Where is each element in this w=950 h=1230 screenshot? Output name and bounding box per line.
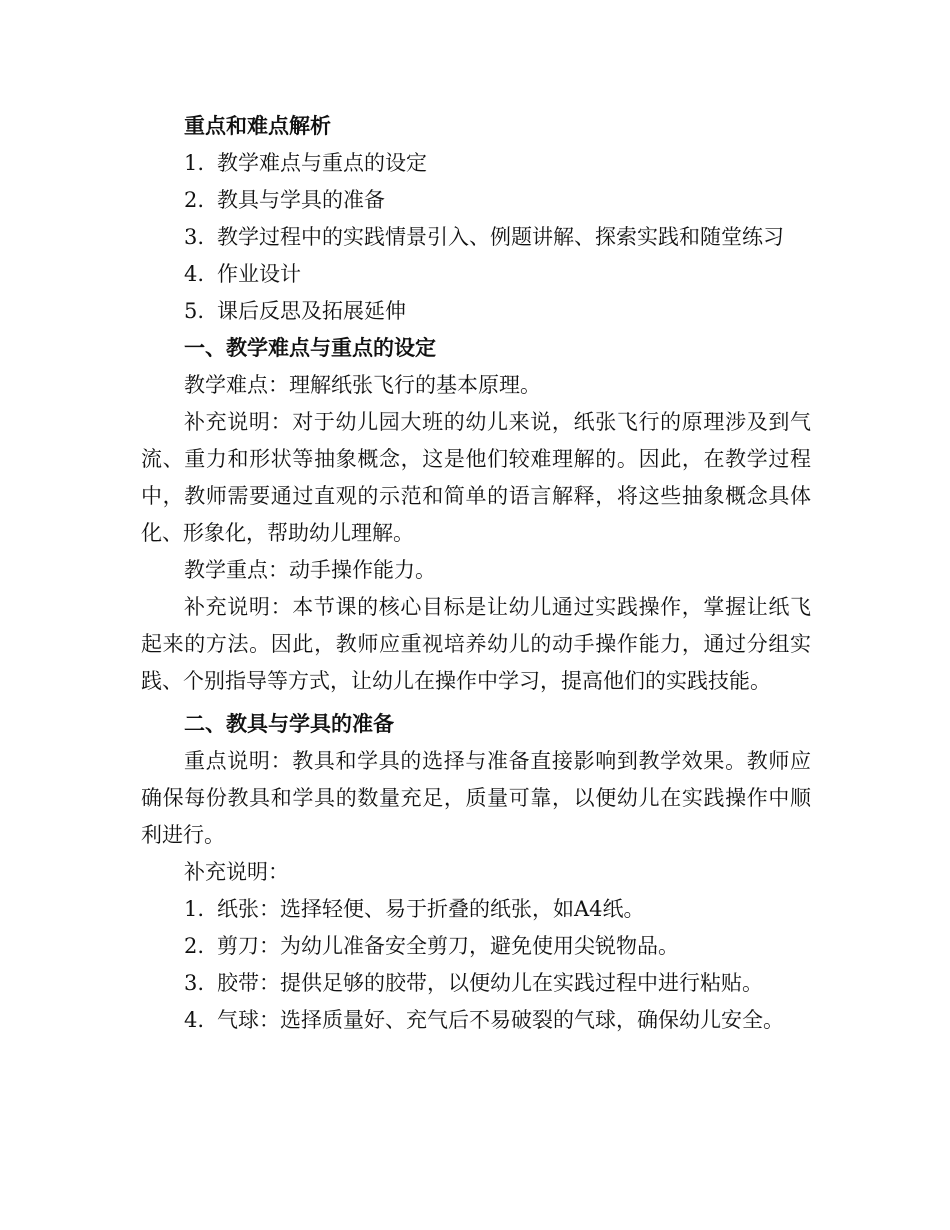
materials-item <box>141 1002 811 1039</box>
toc-item <box>141 293 811 330</box>
toc-item <box>141 219 811 256</box>
page-heading: 重点和难点解析 <box>184 114 331 138</box>
toc-item-text: 教具与学具的准备 <box>217 188 385 212</box>
materials-item-number: 3. <box>184 971 205 995</box>
materials-item-text: 剪刀：为幼儿准备安全剪刀，避免使用尖锐物品。 <box>217 934 679 958</box>
key-point-note: 补充说明：本节课的核心目标是让幼儿通过实践操作，掌握让纸飞起来的方法。因此，教师应重视培养幼儿的动手操作能力，通过分组实践、个别指导等方式，让幼儿在操作中学习，提高他们的实践技能。 <box>141 595 811 693</box>
materials-item-text: 气球：选择质量好、充气后不易破裂的气球，确保幼儿安全。 <box>217 1008 784 1032</box>
section-1-title: 一、教学难点与重点的设定 <box>184 336 436 360</box>
materials-note-label: 补充说明： <box>184 860 289 884</box>
section-2-title: 二、教具与学具的准备 <box>184 712 394 736</box>
document-body <box>141 108 811 1039</box>
toc-item-text: 课后反思及拓展延伸 <box>217 299 406 323</box>
materials-item-number: 4. <box>184 1008 205 1032</box>
materials-item-number: 1. <box>184 897 205 921</box>
materials-item <box>141 965 811 1002</box>
difficulty-note: 补充说明：对于幼儿园大班的幼儿来说，纸张飞行的原理涉及到气流、重力和形状等抽象概念，这是他们较难理解的。因此，在教学过程中，教师需要通过直观的示范和简单的语言解释，将这些抽象概念具体化、形象化，帮助幼儿理解。 <box>141 410 811 545</box>
toc-item-number: 1. <box>184 151 205 175</box>
teaching-difficulty: 教学难点：理解纸张飞行的基本原理。 <box>184 373 541 397</box>
toc-item <box>141 145 811 182</box>
materials-item-number: 2. <box>184 934 205 958</box>
toc-item-number: 2. <box>184 188 205 212</box>
toc-item-text: 教学过程中的实践情景引入、例题讲解、探索实践和随堂练习 <box>217 225 784 249</box>
materials-list <box>141 891 811 1039</box>
toc-item-number: 4. <box>184 262 205 286</box>
materials-item <box>141 891 811 928</box>
toc-item-text: 作业设计 <box>217 262 301 286</box>
teaching-key-point: 教学重点：动手操作能力。 <box>184 558 436 582</box>
materials-item-text: 纸张：选择轻便、易于折叠的纸张，如A4纸。 <box>217 897 645 921</box>
materials-item-text: 胶带：提供足够的胶带，以便幼儿在实践过程中进行粘贴。 <box>217 971 763 995</box>
materials-key-explanation: 重点说明：教具和学具的选择与准备直接影响到教学效果。教师应确保每份教具和学具的数量充足，质量可靠，以便幼儿在实践操作中顺利进行。 <box>141 749 811 847</box>
materials-item <box>141 928 811 965</box>
toc-item-number: 3. <box>184 225 205 249</box>
toc-item-text: 教学难点与重点的设定 <box>217 151 427 175</box>
toc-item-number: 5. <box>184 299 205 323</box>
toc-list <box>141 145 811 330</box>
toc-item <box>141 182 811 219</box>
toc-item <box>141 256 811 293</box>
